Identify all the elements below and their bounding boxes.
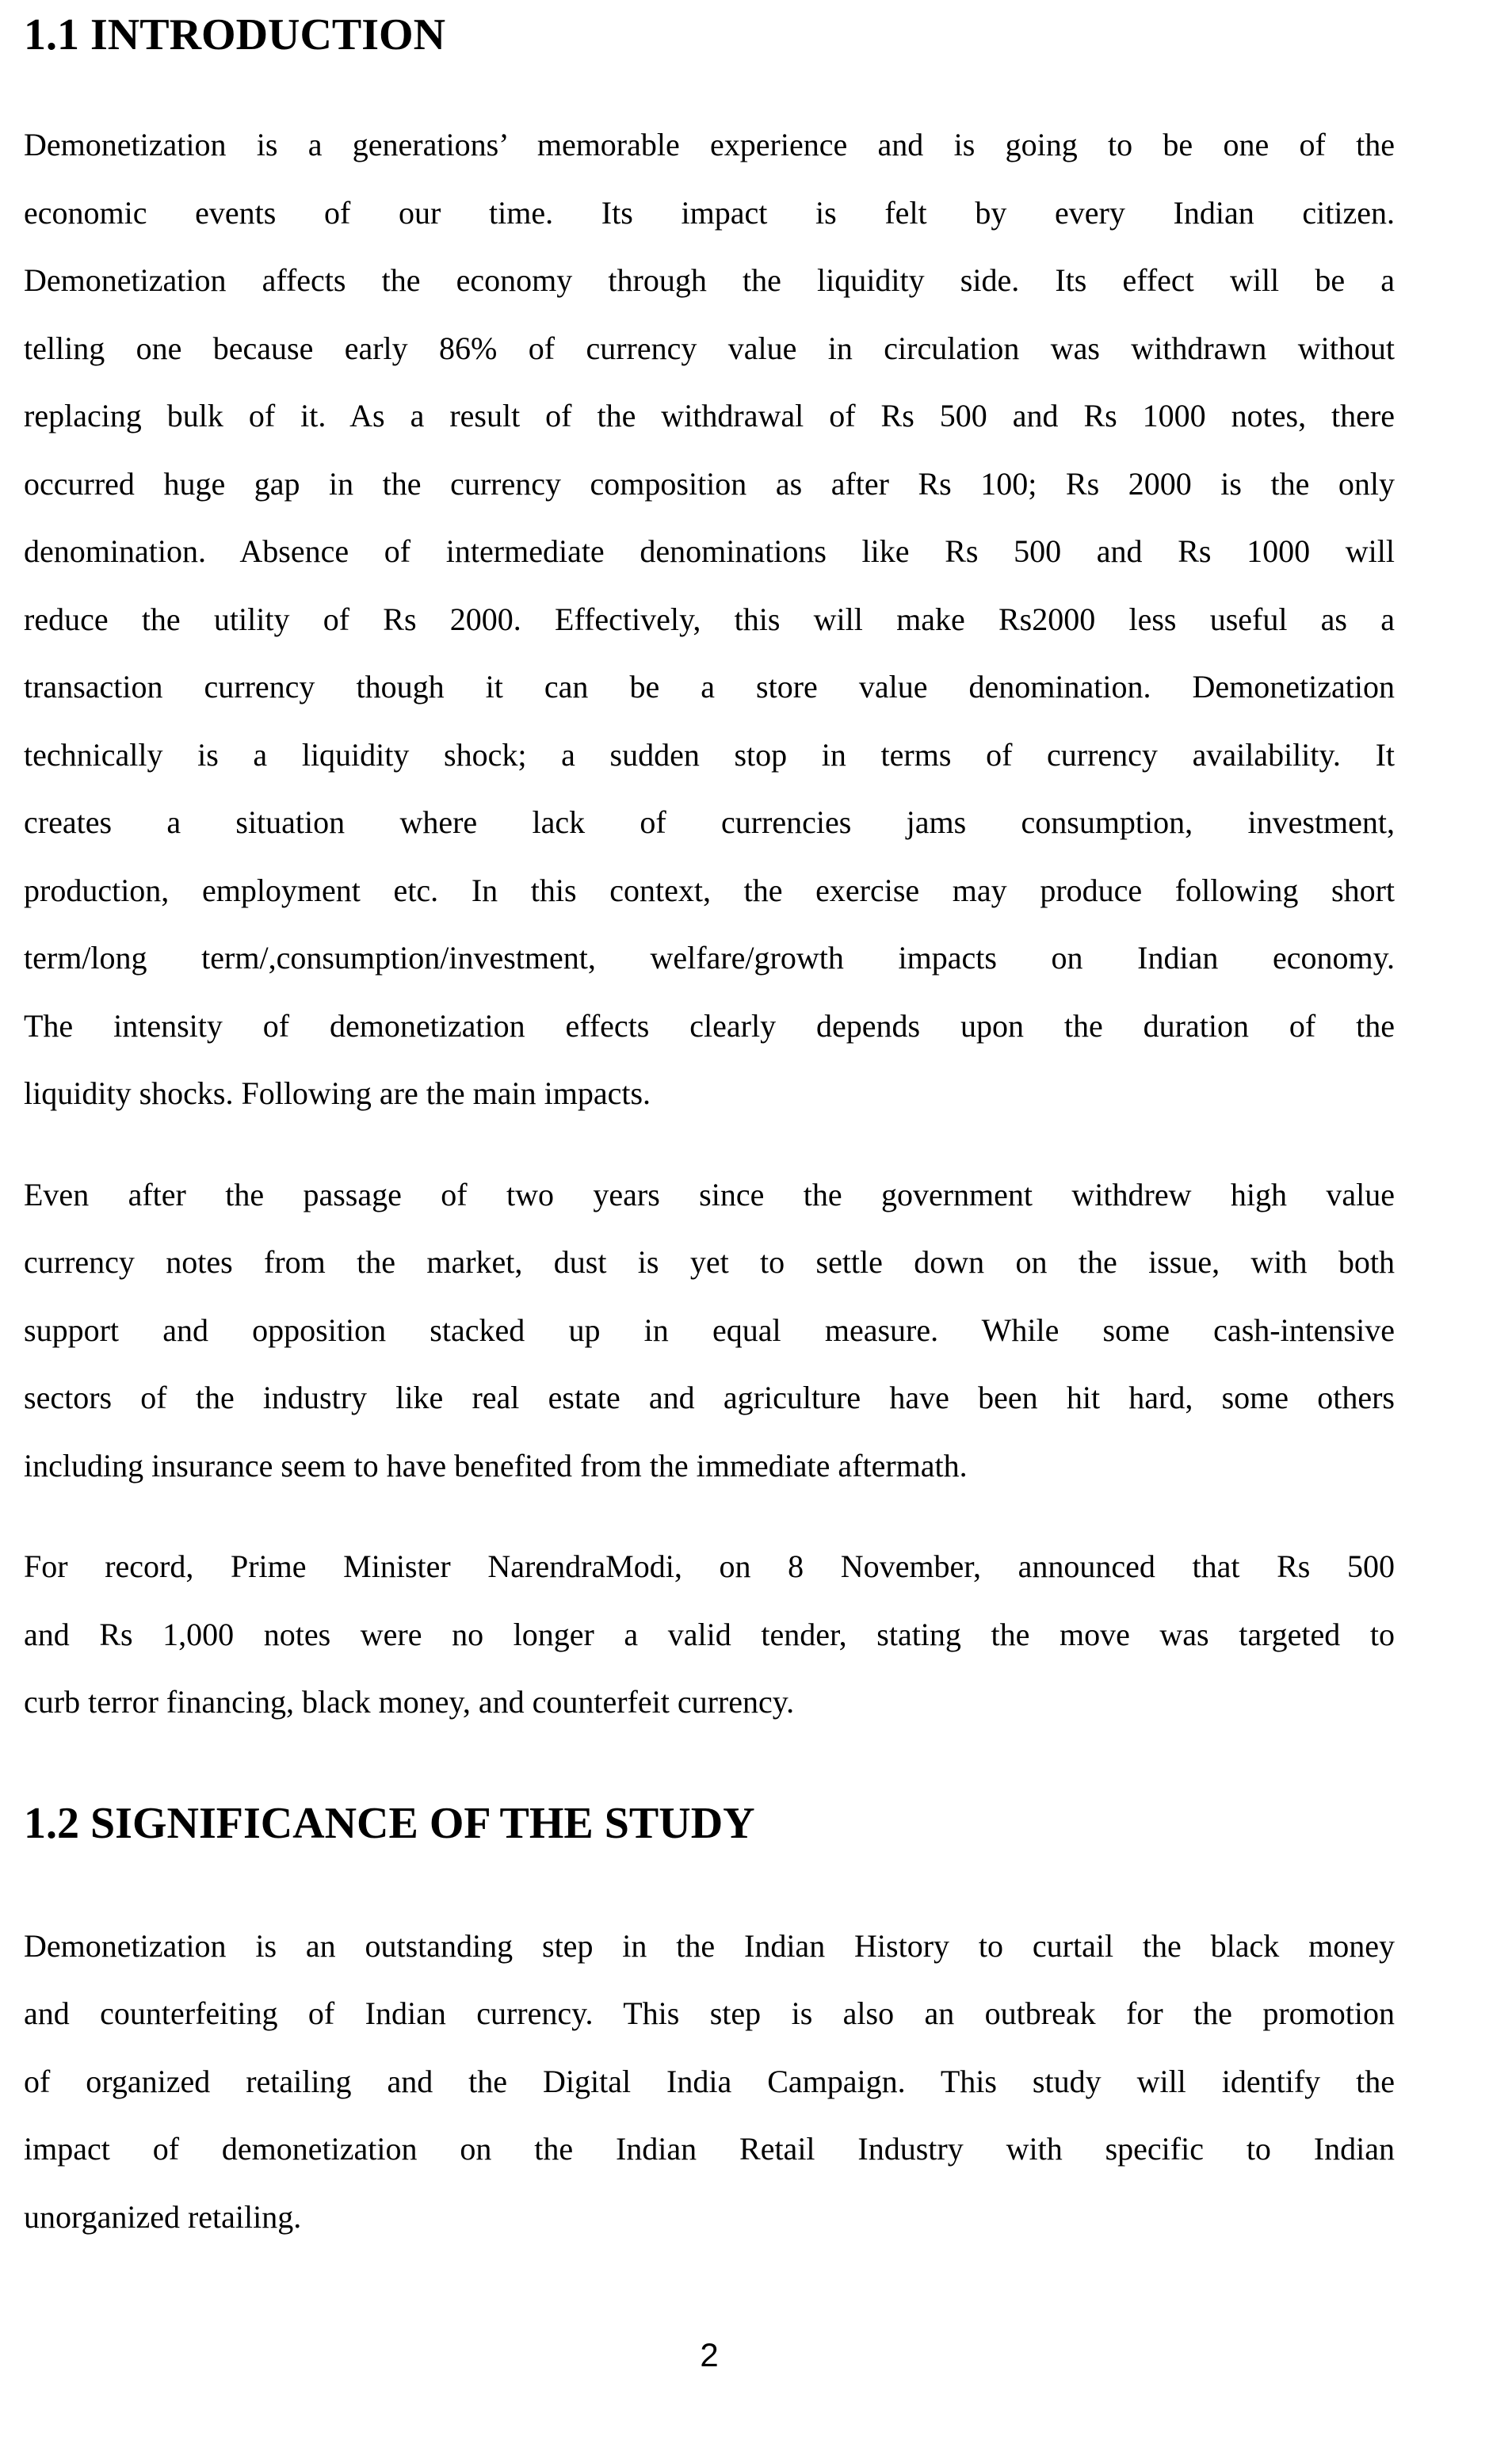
text-line: unorganized retailing. bbox=[24, 2198, 302, 2235]
page-footer bbox=[24, 2336, 1395, 2374]
section-body-introduction bbox=[24, 111, 1395, 1736]
text-line: of organized retailing and the Digital India Campaign. This study will identify the bbox=[24, 2063, 1395, 2099]
section-heading-introduction: 1.1 INTRODUCTION bbox=[24, 10, 446, 59]
text-line: support and opposition stacked up in equal measure. While some cash-intensive bbox=[24, 1312, 1395, 1348]
section-introduction bbox=[24, 10, 1395, 1736]
text-line: telling one because early 86% of currency value in circulation was withdrawn without bbox=[24, 330, 1395, 366]
text-line: denomination. Absence of intermediate denominations like Rs 500 and Rs 1000 will bbox=[24, 533, 1395, 569]
text-line: technically is a liquidity shock; a sudden stop in terms of currency availability. It bbox=[24, 736, 1395, 773]
text-line: and counterfeiting of Indian currency. This step is also an outbreak for the promotion bbox=[24, 1995, 1395, 2031]
paragraph bbox=[24, 1533, 1395, 1736]
page-number: 2 bbox=[700, 2336, 719, 2373]
section-heading-significance: 1.2 SIGNIFICANCE OF THE STUDY bbox=[24, 1798, 755, 1848]
text-line: Demonetization affects the economy through the liquidity side. Its effect will be a bbox=[24, 262, 1395, 298]
text-line: production, employment etc. In this context, the exercise may produce following short bbox=[24, 872, 1395, 908]
text-line: replacing bulk of it. As a result of the withdrawal of Rs 500 and Rs 1000 notes, there bbox=[24, 398, 1395, 433]
section-significance bbox=[24, 1798, 1395, 2251]
text-line: term/long term/,consumption/investment, welfare/growth impacts on Indian economy. bbox=[24, 940, 1395, 976]
section-body-significance bbox=[24, 1912, 1395, 2251]
text-line: currency notes from the market, dust is yet to settle down on the issue, with both bbox=[24, 1244, 1395, 1280]
text-line: Demonetization is an outstanding step in the Indian History to curtail the black money bbox=[24, 1927, 1395, 1964]
text-line: creates a situation where lack of currencies jams consumption, investment, bbox=[24, 804, 1395, 840]
text-line: curb terror financing, black money, and counterfeit currency. bbox=[24, 1684, 795, 1720]
text-line: and Rs 1,000 notes were no longer a valid tender, stating the move was targeted to bbox=[24, 1616, 1395, 1652]
text-line: For record, Prime Minister NarendraModi, on 8 November, announced that Rs 500 bbox=[24, 1548, 1395, 1584]
paragraph bbox=[24, 1912, 1395, 2251]
text-line: The intensity of demonetization effects clearly depends upon the duration of the bbox=[24, 1007, 1395, 1044]
text-line: transaction currency though it can be a store value denomination. Demonetization bbox=[24, 669, 1395, 705]
text-line: liquidity shocks. Following are the main impacts. bbox=[24, 1075, 651, 1111]
text-line: Even after the passage of two years since the government withdrew high value bbox=[24, 1176, 1395, 1212]
paragraph bbox=[24, 111, 1395, 1128]
text-line: reduce the utility of Rs 2000. Effectively, this will make Rs2000 less useful as a bbox=[24, 601, 1395, 637]
text-line: occurred huge gap in the currency composition as after Rs 100; Rs 2000 is the only bbox=[24, 465, 1395, 502]
text-line: impact of demonetization on the Indian Retail Industry with specific to Indian bbox=[24, 2131, 1395, 2167]
text-line: sectors of the industry like real estate and agriculture have been hit hard, some others bbox=[24, 1380, 1395, 1415]
text-line: economic events of our time. Its impact is felt by every Indian citizen. bbox=[24, 194, 1395, 231]
text-line: including insurance seem to have benefited from the immediate aftermath. bbox=[24, 1447, 968, 1483]
text-line: Demonetization is a generations’ memorable experience and is going to be one of the bbox=[24, 127, 1395, 162]
paragraph bbox=[24, 1161, 1395, 1500]
